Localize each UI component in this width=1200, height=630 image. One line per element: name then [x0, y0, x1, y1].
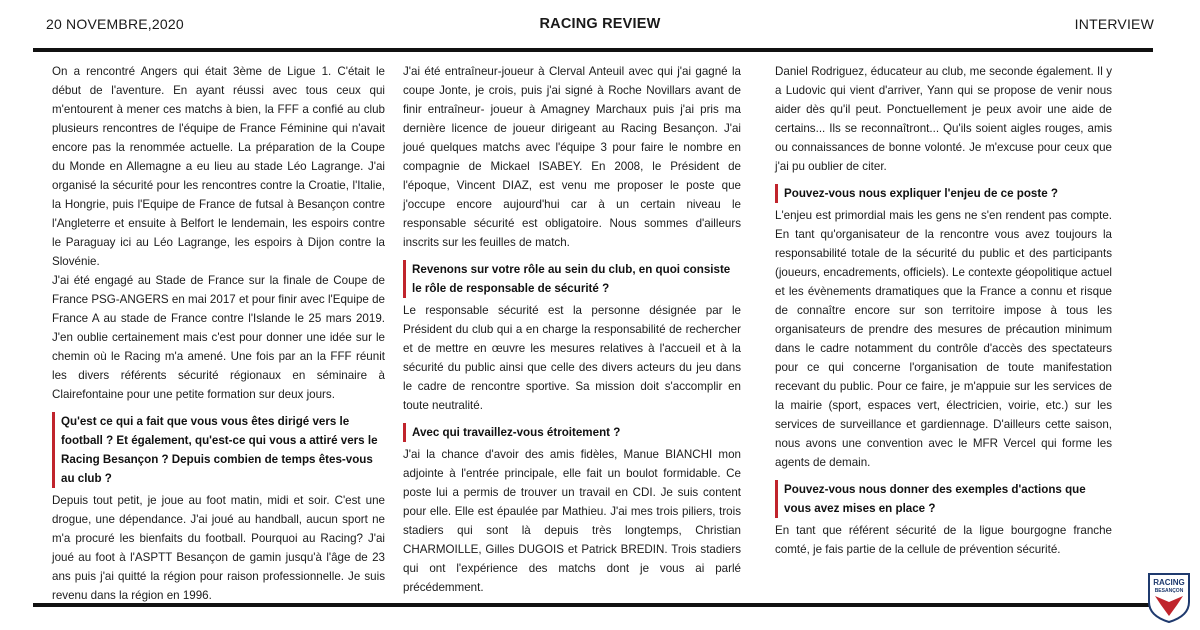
paragraph: On a rencontré Angers qui était 3ème de Ligue 1. C'était le début de l'aventure. En ayant réussi avec tous ceux qui m'entourent à mener ces matchs à bien, la FFF a confié au club plusieurs rencontres de l'équipe de France Féminine qui n'avait encore pas la renommée actuelle. La préparation de la Coupe du Monde en Allemagne a eu lieu au stade Léo Lagrange. J'ai organisé la sécurité pour les rencontres contre la Croatie, l'Italie, la Hongrie, puis l'Equipe de France de futsal à Besançon contre l'Angleterre et ensuite à Belfort le lendemain, les espoirs contre le Paraguay ici au Léo Lagrange, les espoirs à Dijon contre la Slovénie. [52, 65, 385, 268]
paragraph: J'ai été entraîneur-joueur à Clerval Anteuil avec qui j'ai gagné la coupe Jonte, je crois, puis j'ai signé à Roche Novillars avant de finir entraîneur- joueur à Amagney Marchaux puis j'ai pris ma dernière licence de joueur dirigeant au Racing Besançon. J'ai joué quelques matchs avec l'équipe 3 pour faire le nombre en compagnie de Mickael ISABEY. En 2008, le Président de l'époque, Vincent DIAZ, est venu me proposer le poste que j'occupe encore aujourd'hui car à un certain niveau le responsable sécurité est obligatoire. Nous sommes d'ailleurs inscrits sur les feuilles de match. [403, 65, 741, 249]
paragraph: Daniel Rodriguez, éducateur au club, me seconde également. Il y a Ludovic qui vient d'arriver, Yann qui se propose de venir nous aider dès qu'il peut. Ponctuellement je peux avoir une aide de certains... Ils se reconnaîtront... Qu'ils soient aigles rouges, amis ou connaissances de bonne volonté. Je m'excuse pour ceux que j'ai pu oublier de citer. [775, 65, 1112, 173]
article-column-3 [775, 62, 1112, 559]
interview-question [775, 480, 1112, 518]
article-column-2 [403, 62, 741, 597]
question-text: Revenons sur votre rôle au sein du club, en quoi consiste le rôle de responsable de sécurité ? [412, 263, 731, 295]
paragraph: J'ai été engagé au Stade de France sur la finale de Coupe de France PSG-ANGERS en mai 2017 et pour finir avec l'Equipe de France A au stade de France contre l'Islande le 25 mars 2019. J'en oublie certainement mais c'est pour donner une idée sur le chemin où le Racing m'a amené. Une fois par an la FFF réunit les divers référents sécurité régionaux en séminaire à Clairefontaine pour une petite formation sur deux jours. [52, 274, 385, 401]
issue-date: 20 NOVEMBRE,2020 [46, 16, 184, 32]
logo-text-racing: RACING [1153, 578, 1185, 587]
top-rule [33, 48, 1153, 52]
paragraph: Depuis tout petit, je joue au foot matin, midi et soir. C'est une drogue, une dépendance. J'ai joué au handball, aucun sport ne m'a procuré les bienfaits du football. Pourquoi au Racing? J'ai joué au foot à l'ASPTT Besançon de gamin jusqu'à l'âge de 23 ans puis j'ai quitté la région pour raison professionnelle. Je suis revenu dans la région en 1996. [52, 494, 385, 602]
question-text: Avec qui travaillez-vous étroitement ? [412, 426, 621, 439]
paragraph: J'ai la chance d'avoir des amis fidèles, Manue BIANCHI mon adjointe à l'entrée principale, elle fait un boulot formidable. Ce poste lui a permis de trouver un travail en CDI. Je suis content pour elle. Elle est épaulée par Mathieu. J'ai mes trois piliers, trois stadiers qui sont là depuis très longtemps, Christian CHARMOILLE, Gilles DUGOIS et Patrick BREDIN. Trois stadiers qui ont l'expérience des matchs dont je vous ai parlé précédemment. [403, 448, 741, 594]
question-text: Qu'est ce qui a fait que vous vous êtes dirigé vers le football ? Et également, qu'est-ce qui vous a attiré vers le Racing Besançon ? Depuis combien de temps êtes-vous au club ? [61, 415, 378, 485]
bottom-rule [33, 603, 1153, 607]
paragraph: L'enjeu est primordial mais les gens ne s'en rendent pas compte. En tant qu'organisateur de la rencontre vous avez toujours la responsabilité totale de la sécurité du public et des participants (joueurs, encadrements, officiels). Le contexte géopolitique actuel et les évènements dramatiques que la France a connu et risque de connaître encore sur son territoire impose à tous les organisateurs de prendre des mesures de précaution minimum dans le cadre notamment du contrôle d'accès des spectateurs pour ce qui concerne l'organisation de toute manifestation recevant du public. Pour ce faire, je m'appuie sur les services de la mairie (sport, espaces vert, électricien, voirie, etc.) sur les services de surveillance et gardiennage. D'ailleurs cette saison, nous avons une convention avec le MFR Vercel qui forme les agents de demain. [775, 209, 1112, 469]
interview-question [775, 184, 1112, 203]
article-column-1 [52, 62, 385, 605]
question-text: Pouvez-vous nous expliquer l'enjeu de ce poste ? [784, 187, 1058, 200]
racing-besancon-crest-logo [1146, 572, 1192, 624]
interview-question [403, 423, 741, 442]
question-text: Pouvez-vous nous donner des exemples d'actions que vous avez mises en place ? [784, 483, 1086, 515]
section-label: INTERVIEW [1074, 16, 1154, 32]
paragraph: Le responsable sécurité est la personne désignée par le Président du club qui a en charge la responsabilité de rechercher et de mettre en œuvre les mesures relatives à l'accueil et à la sécurité du public ainsi que celle des divers acteurs du jeu dans le cadre de rencontre sportive. Sa mission doit s'accomplir en toute neutralité. [403, 304, 741, 412]
interview-question [52, 412, 385, 488]
interview-question [403, 260, 741, 298]
logo-text-besancon: BESANÇON [1154, 588, 1184, 594]
paragraph: En tant que référent sécurité de la ligue bourgogne franche comté, je fais partie de la cellule de prévention sécurité. [775, 524, 1112, 556]
publication-title: RACING REVIEW [539, 16, 661, 32]
